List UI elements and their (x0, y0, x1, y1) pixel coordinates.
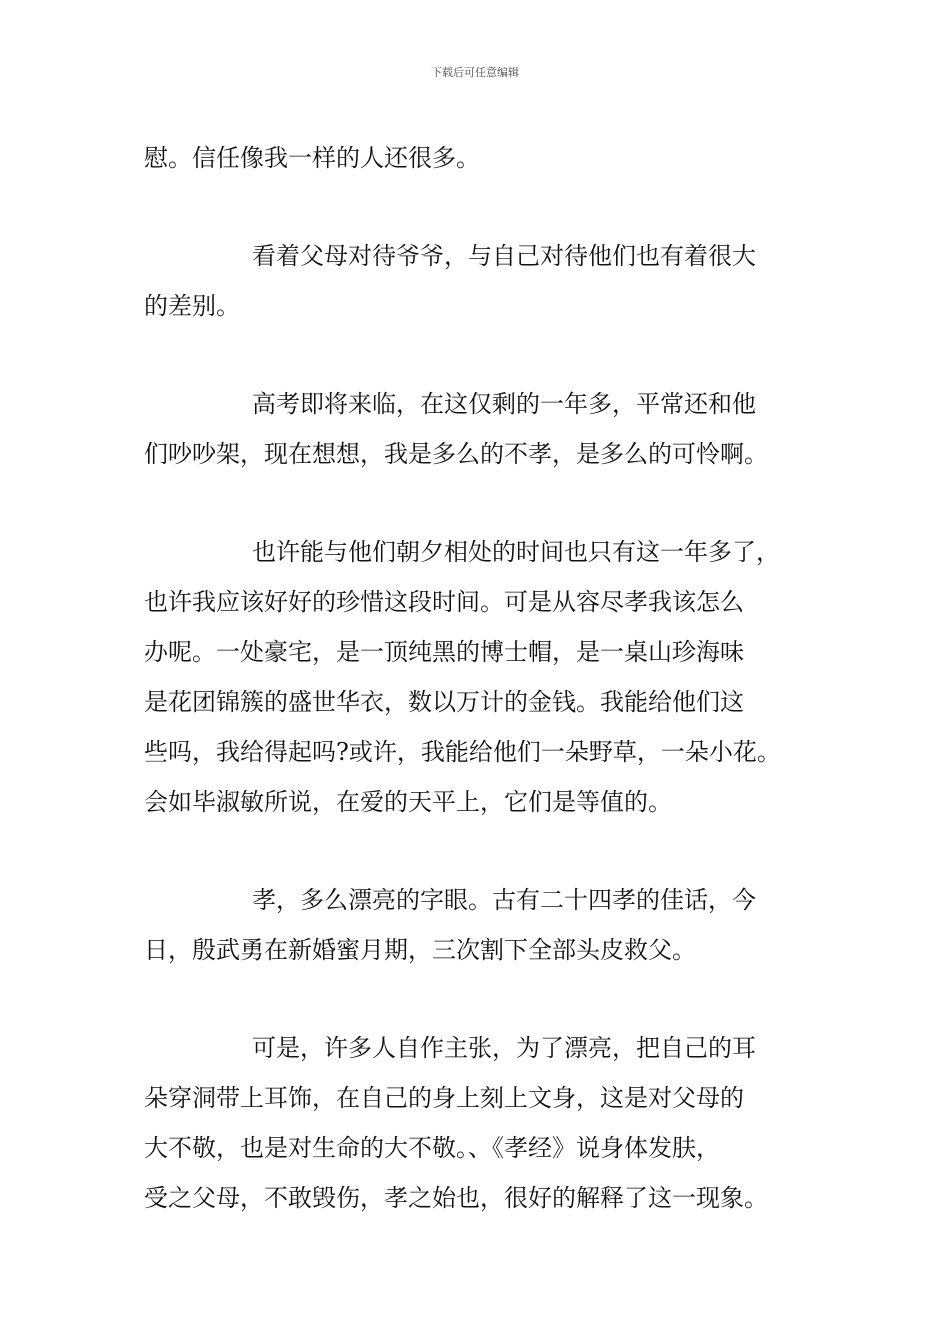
paragraph-3-line-2: 们吵吵架，现在想想，我是多么的不孝，是多么的可怜啊。 (144, 440, 768, 468)
page-header: 下载后可任意编辑 (431, 66, 519, 79)
paragraph-4-line-1: 也许能与他们朝夕相处的时间也只有这一年多了， (252, 538, 780, 566)
paragraph-4-line-3: 办呢。一处豪宅，是一顶纯黑的博士帽，是一桌山珍海味 (144, 638, 744, 666)
paragraph-6-line-4: 受之父母，不敢毁伤，孝之始也，很好的解释了这一现象。 (144, 1184, 768, 1212)
paragraph-1-line-1: 慰。信任像我一样的人还很多。 (144, 144, 480, 172)
paragraph-4-line-4: 是花团锦簇的盛世华衣，数以万计的金钱。我能给他们这 (144, 688, 744, 716)
paragraph-4-line-5: 些吗，我给得起吗?或许，我能给他们一朵野草，一朵小花。 (144, 738, 781, 766)
paragraph-3-line-1: 高考即将来临，在这仅剩的一年多，平常还和他 (252, 390, 756, 418)
paragraph-4-line-6: 会如毕淑敏所说，在爱的天平上，它们是等值的。 (144, 788, 672, 816)
paragraph-5-line-1: 孝，多么漂亮的字眼。古有二十四孝的佳话，今 (252, 886, 756, 914)
paragraph-2-line-2: 的差别。 (144, 292, 240, 320)
paragraph-5-line-2: 日，殷武勇在新婚蜜月期，三次割下全部头皮救父。 (144, 936, 696, 964)
paragraph-6-line-3: 大不敬，也是对生命的大不敬。、《孝经》说身体发肤， (144, 1134, 720, 1162)
paragraph-4-line-2: 也许我应该好好的珍惜这段时间。可是从容尽孝我该怎么 (144, 588, 744, 616)
paragraph-2-line-1: 看着父母对待爷爷，与自己对待他们也有着很大 (252, 242, 756, 270)
paragraph-6-line-2: 朵穿洞带上耳饰，在自己的身上刻上文身，这是对父母的 (144, 1084, 744, 1112)
paragraph-6-line-1: 可是，许多人自作主张，为了漂亮，把自己的耳 (252, 1034, 756, 1062)
